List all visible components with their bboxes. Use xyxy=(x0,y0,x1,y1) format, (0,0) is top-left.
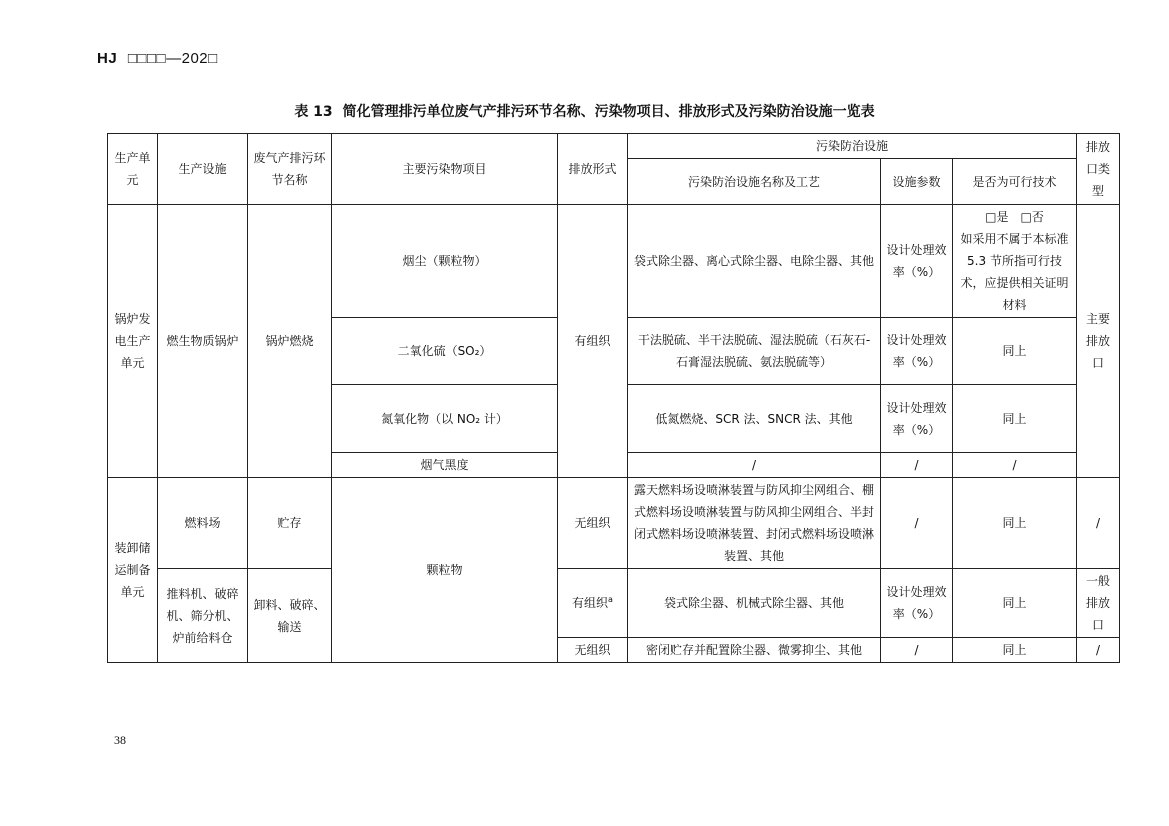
unit-cell: 锅炉发电生产单元 xyxy=(108,205,158,478)
form-cell: 有组织 xyxy=(558,205,628,478)
param-cell: 设计处理效率（%） xyxy=(881,385,953,453)
pollutant-cell: 二氧化硫（SO₂） xyxy=(332,318,558,385)
pollution-table xyxy=(107,133,1120,663)
feasible-note: 如采用不属于本标准 5.3 节所指可行技术，应提供相关证明材料 xyxy=(960,232,1069,312)
standard-code: □□□□—202□ xyxy=(127,50,218,67)
control-cell: 袋式除尘器、机械式除尘器、其他 xyxy=(628,569,881,638)
outlet-cell: / xyxy=(1077,638,1120,663)
stage-cell: 锅炉燃烧 xyxy=(248,205,332,478)
form-text: 有组织 xyxy=(572,596,609,610)
outlet-cell: / xyxy=(1077,478,1120,569)
feasible-cell: 同上 xyxy=(953,569,1077,638)
pollutant-cell: 氮氧化物（以 NO₂ 计） xyxy=(332,385,558,453)
pollutant-cell: 烟气黑度 xyxy=(332,453,558,478)
feasible-cell: 同上 xyxy=(953,478,1077,569)
header-unit: 生产单元 xyxy=(108,134,158,205)
header-control-group: 污染防治设施 xyxy=(628,134,1077,159)
header-stage: 废气产排污环节名称 xyxy=(248,134,332,205)
feasible-cell: 同上 xyxy=(953,638,1077,663)
facility-cell: 燃生物质锅炉 xyxy=(158,205,248,478)
feasible-cell: 同上 xyxy=(953,318,1077,385)
feasible-choice: □是 □否 xyxy=(985,210,1044,224)
table-caption xyxy=(0,101,1169,121)
pollutant-cell: 烟尘（颗粒物） xyxy=(332,205,558,318)
form-cell: 无组织 xyxy=(558,478,628,569)
standard-prefix: HJ xyxy=(97,50,118,67)
header-outlet-type: 排放口类型 xyxy=(1077,134,1120,205)
header-feasible: 是否为可行技术 xyxy=(953,159,1077,205)
page-number: 38 xyxy=(114,733,126,747)
header-facility: 生产设施 xyxy=(158,134,248,205)
document-header xyxy=(97,50,218,67)
pollutant-cell: 颗粒物 xyxy=(332,478,558,663)
table-row xyxy=(108,205,1120,318)
footnote-mark: a xyxy=(608,595,613,604)
header-row-1 xyxy=(108,134,1120,159)
outlet-cell: 主要排放口 xyxy=(1077,205,1120,478)
param-cell: / xyxy=(881,638,953,663)
facility-cell: 燃料场 xyxy=(158,478,248,569)
param-cell: 设计处理效率（%） xyxy=(881,205,953,318)
stage-cell: 贮存 xyxy=(248,478,332,569)
table-row xyxy=(108,569,1120,638)
control-cell: 干法脱硫、半干法脱硫、湿法脱硫（石灰石-石膏湿法脱硫、氨法脱硫等） xyxy=(628,318,881,385)
stage-cell: 卸料、破碎、输送 xyxy=(248,569,332,663)
form-cell xyxy=(558,569,628,638)
param-cell: / xyxy=(881,478,953,569)
header-form: 排放形式 xyxy=(558,134,628,205)
outlet-cell: 一般排放口 xyxy=(1077,569,1120,638)
form-cell: 无组织 xyxy=(558,638,628,663)
table-number: 表 13 xyxy=(294,104,333,120)
feasible-cell xyxy=(953,205,1077,318)
control-cell: / xyxy=(628,453,881,478)
control-cell: 低氮燃烧、SCR 法、SNCR 法、其他 xyxy=(628,385,881,453)
param-cell: 设计处理效率（%） xyxy=(881,318,953,385)
control-cell: 露天燃料场设喷淋装置与防风抑尘网组合、棚式燃料场设喷淋装置与防风抑尘网组合、半封闭式燃料场设喷淋装置、封闭式燃料场设喷淋装置、其他 xyxy=(628,478,881,569)
facility-cell: 推料机、破碎机、筛分机、炉前给料仓 xyxy=(158,569,248,663)
feasible-cell: / xyxy=(953,453,1077,478)
param-cell: 设计处理效率（%） xyxy=(881,569,953,638)
header-pollutant: 主要污染物项目 xyxy=(332,134,558,205)
control-cell: 密闭贮存并配置除尘器、微雾抑尘、其他 xyxy=(628,638,881,663)
table-title: 简化管理排污单位废气产排污环节名称、污染物项目、排放形式及污染防治设施一览表 xyxy=(342,104,875,120)
unit-cell: 装卸储运制备单元 xyxy=(108,478,158,663)
header-control-name: 污染防治设施名称及工艺 xyxy=(628,159,881,205)
control-cell: 袋式除尘器、离心式除尘器、电除尘器、其他 xyxy=(628,205,881,318)
table-row xyxy=(108,478,1120,569)
param-cell: / xyxy=(881,453,953,478)
feasible-cell: 同上 xyxy=(953,385,1077,453)
header-control-param: 设施参数 xyxy=(881,159,953,205)
